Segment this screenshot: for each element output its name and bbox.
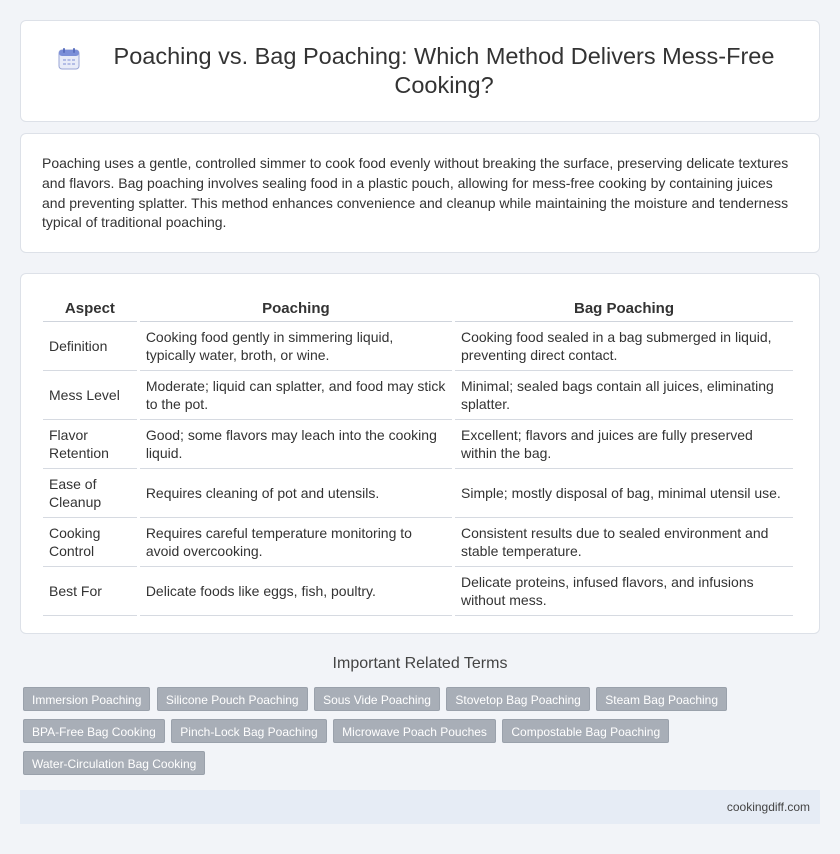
table-header-row <box>43 292 793 322</box>
footer-site-link[interactable]: cookingdiff.com <box>726 800 810 814</box>
aspect-cell: Cooking Control <box>43 518 137 567</box>
aspect-cell: Mess Level <box>43 371 137 420</box>
comparison-table <box>40 292 796 616</box>
table-row <box>43 567 793 616</box>
intro-text: Poaching uses a gentle, controlled simmer to cook food evenly without breaking the surface, preserving delicate textures and flavors. Bag poaching involves sealing food in a plastic pouch, allowing for mess-free cooking by containing juices and preventing splatter. This method enhances convenience and cleanup while maintaining the moisture and tenderness typical of traditional poaching. <box>42 155 789 231</box>
related-term-tag[interactable]: Sous Vide Poaching <box>314 687 440 711</box>
related-term-tag[interactable]: Compostable Bag Poaching <box>502 719 669 743</box>
poaching-cell: Requires careful temperature monitoring to avoid overcooking. <box>140 518 452 567</box>
poaching-cell: Cooking food gently in simmering liquid, typically water, broth, or wine. <box>140 322 452 371</box>
aspect-cell: Ease of Cleanup <box>43 469 137 518</box>
footer <box>20 790 820 824</box>
bag-poaching-cell: Cooking food sealed in a bag submerged in liquid, preventing direct contact. <box>455 322 793 371</box>
aspect-cell: Flavor Retention <box>43 420 137 469</box>
poaching-cell: Moderate; liquid can splatter, and food may stick to the pot. <box>140 371 452 420</box>
aspect-cell: Best For <box>43 567 137 616</box>
table-row <box>43 469 793 518</box>
aspect-cell: Definition <box>43 322 137 371</box>
bag-poaching-cell: Excellent; flavors and juices are fully preserved within the bag. <box>455 420 793 469</box>
header-card <box>20 20 820 122</box>
bag-poaching-cell: Simple; mostly disposal of bag, minimal utensil use. <box>455 469 793 518</box>
column-header-aspect: Aspect <box>43 292 137 322</box>
column-header-bag-poaching: Bag Poaching <box>455 292 793 322</box>
intro-card <box>20 133 820 253</box>
related-term-tag[interactable]: Stovetop Bag Poaching <box>446 687 589 711</box>
page-title: Poaching vs. Bag Poaching: Which Method Delivers Mess-Free Cooking? <box>113 43 775 98</box>
related-term-tag[interactable]: Microwave Poach Pouches <box>333 719 496 743</box>
related-term-tag[interactable]: Steam Bag Poaching <box>596 687 727 711</box>
poaching-cell: Good; some flavors may leach into the cooking liquid. <box>140 420 452 469</box>
related-terms-heading: Important Related Terms <box>332 655 508 672</box>
related-term-tag[interactable]: Water-Circulation Bag Cooking <box>23 751 205 775</box>
comparison-table-card <box>20 273 820 634</box>
related-term-tag[interactable]: Silicone Pouch Poaching <box>157 687 308 711</box>
bag-poaching-cell: Minimal; sealed bags contain all juices, eliminating splatter. <box>455 371 793 420</box>
related-terms-tags <box>23 687 823 783</box>
table-row <box>43 322 793 371</box>
related-term-tag[interactable]: Pinch-Lock Bag Poaching <box>171 719 326 743</box>
table-row <box>43 371 793 420</box>
bag-poaching-cell: Delicate proteins, infused flavors, and infusions without mess. <box>455 567 793 616</box>
poaching-cell: Requires cleaning of pot and utensils. <box>140 469 452 518</box>
poaching-cell: Delicate foods like eggs, fish, poultry. <box>140 567 452 616</box>
calendar-icon <box>56 46 82 72</box>
column-header-poaching: Poaching <box>140 292 452 322</box>
bag-poaching-cell: Consistent results due to sealed environment and stable temperature. <box>455 518 793 567</box>
table-row <box>43 518 793 567</box>
table-row <box>43 420 793 469</box>
related-term-tag[interactable]: Immersion Poaching <box>23 687 150 711</box>
related-term-tag[interactable]: BPA-Free Bag Cooking <box>23 719 165 743</box>
